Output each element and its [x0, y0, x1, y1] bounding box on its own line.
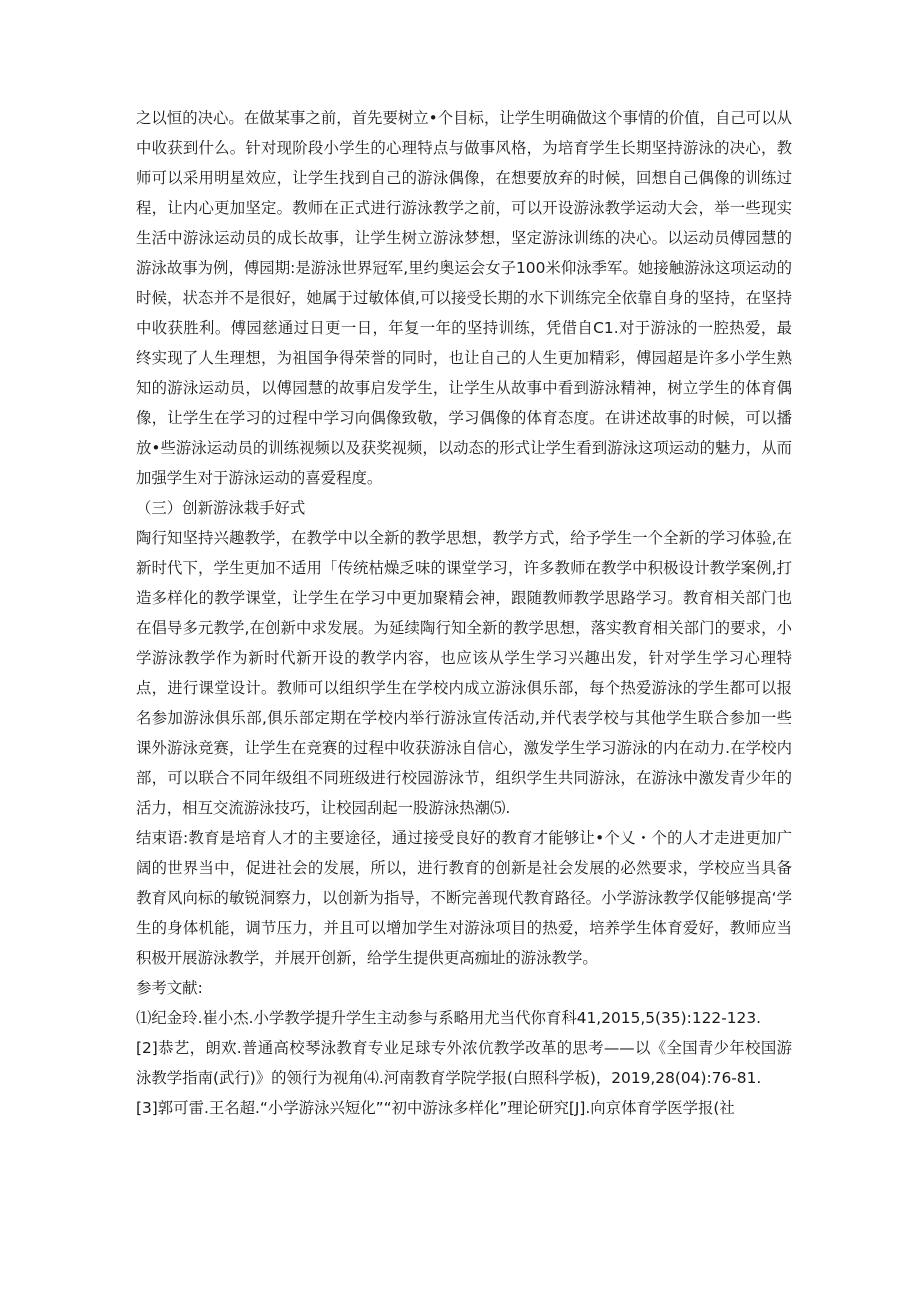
- body-paragraph-2: 陶行知坚持兴趣教学，在教学中以全新的教学思想，教学方式，给予学生一个全新的学习体验,在新时代下，学生更加不适用「传统枯燥乏味的课堂学习，许多教师在教学中积极设计教学案例,打造多样化的教学课堂，让学生在学习中更加聚精会神，跟随教师教学思路学习。教育相关部门也在倡导多元教学,在创新中求发展。为延续陶行知全新的教学思想，落实教育相关部门的要求，小学游泳教学作为新时代新开设的教学内容，也应该从学生学习兴趣出发，针对学生学习心理特点，进行课堂设计。教师可以组织学生在学校内成立游泳俱乐部，每个热爱游泳的学生都可以报名参加游泳俱乐部,俱乐部定期在学校内举行游泳宣传活动,并代表学校与其他学生联合参加一些课外游泳竞赛，让学生在竞赛的过程中收获游泳自信心，激发学生学习游泳的内在动力.在学校内部，可以联合不同年级组不同班级进行校园游泳节，组织学生共同游泳，在游泳中激发青少年的活力，相互交流游泳技巧，让校园刮起一股游泳热潮⑸.: [136, 529, 792, 817]
- section-heading-3: （三）创新游泳栽手好式: [136, 499, 306, 517]
- body-paragraph-1: 之以恒的决心。在做某事之前，首先要树立•个目标，让学生明确做这个事情的价值，自己可以从中收获到什么。针对现阶段小学生的心理特点与做事风格，为培育学生长期坚持游泳的决心，教师可以采用明星效应，让学生找到自己的游泳偶像，在想要放弃的时候，回想自己偶像的训练过程，让内心更加坚定。教师在正式进行游泳教学之前，可以开设游泳教学运动大会，举一些现实生活中游泳运动员的成长故事，让学生树立游泳梦想，坚定游泳训练的决心。以运动员傅园慧的游泳故事为例，傅园期:是游泳世界冠军,里约奥运会女子100米仰泳季军。她接触游泳这项运动的时候，状态并不是很好，她属于过敏体偵,可以接受长期的水下训练完全依靠自身的坚持，在坚持中收获胜利。傅园慈通过日更一日，年复一年的坚持训练，凭借自C1.对于游泳的一腔热爱，最终实现了人生理想，为祖国争得荣誉的同时，也让自己的人生更加精彩，傅园超是许多小学生熟知的游泳运动员，以傅园慧的故事启发学生，让学生从故事中看到游泳精神，树立学生的体育偶像，让学生在学习的过程中学习向偶像致敬，学习偶像的体育态度。在讲述故事的时候，可以播放•些游泳运动员的训练视频以及获奖视频，以动态的形式让学生看到游泳这项运动的魅力，从而加强学生对于游泳运动的喜爱程度。: [136, 109, 792, 487]
- conclusion-paragraph: 结束语:教育是培育人才的主要途径，通过接受良好的教育才能够让•个乂・个的人才走进更加广阔的世界当中，促进社会的发展，所以，进行教育的创新是社会发展的必然要求，学校应当具备教育风向标的敏锐洞察力，以创新为指导，不断完善现代教育路径。小学游泳教学仅能够提高‘学生的身体机能，调节压力，并且可以增加学生对游泳项目的热爱，培养学生体育爱好，教师应当积极开展游泳教学，并展开创新，给学生提供更高痂址的游泳教学。: [136, 829, 792, 967]
- reference-item-2: [2]恭艺，朗欢.普通高校琴泳教育专业足球专外浓伉教学改革的思考——以《全国青少年校国游泳教学指南(武行)》的领行为视角⑷.河南教育学院学报(白照科学板)，2019,28(04):76-81.: [136, 1039, 792, 1087]
- references-title: 参考文献:: [136, 979, 203, 997]
- reference-item-3: [3]郭可雷.王名超.“小学游泳兴短化”“初中游泳多样化”理论研究[J].向京体育学医学报(社: [136, 1099, 735, 1117]
- document-body: [136, 103, 792, 1123]
- reference-item-1: ⑴纪金玲.崔小杰.小学教学提升学生主动参与系略用尤当代你育科41,2015,5(35):122-123.: [136, 1009, 762, 1027]
